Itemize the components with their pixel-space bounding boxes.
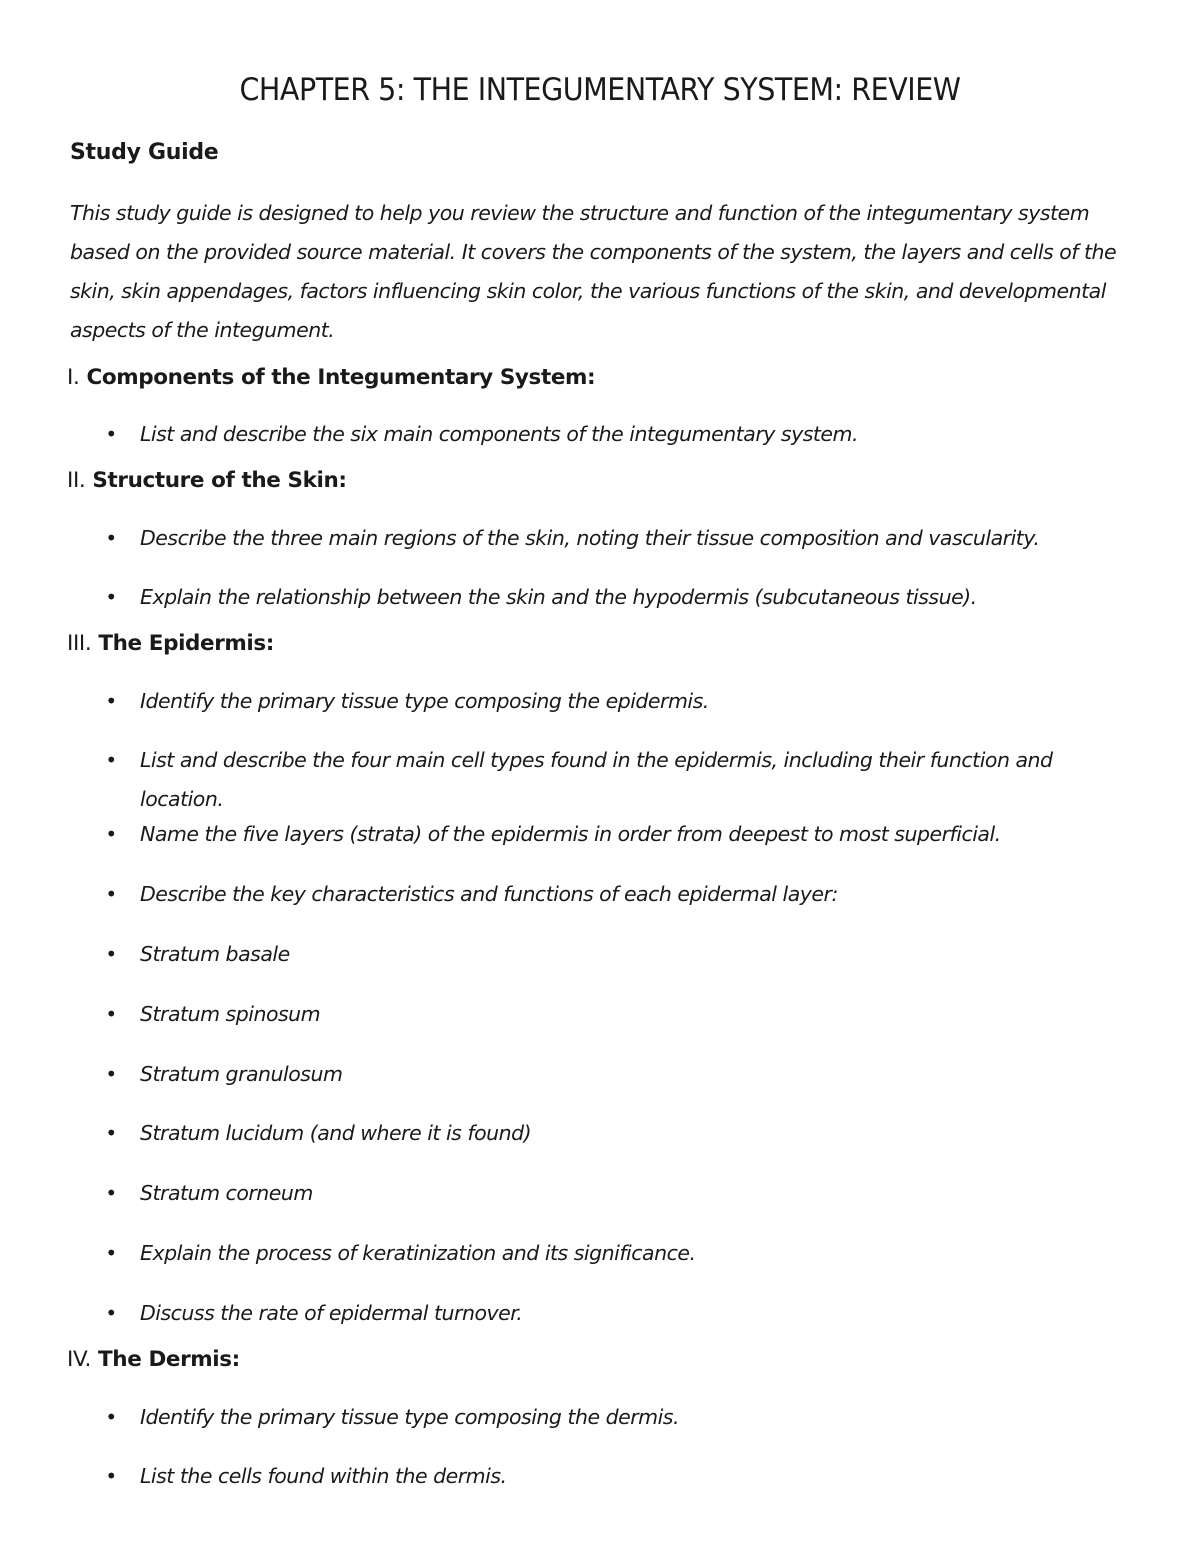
list-item-text: Discuss the rate of epidermal turnover. [140, 1301, 523, 1325]
list-item [100, 935, 1100, 974]
section-number: III. [67, 631, 92, 656]
section-number: I. [67, 365, 80, 390]
list-item-text: Describe the key characteristics and functions of each epidermal layer: [140, 882, 838, 906]
list-item [100, 1457, 1100, 1496]
bullet-icon: • [105, 822, 117, 846]
list-item-text: Identify the primary tissue type composing the epidermis. [140, 689, 709, 713]
bullet-icon: • [105, 1181, 117, 1205]
list-item [100, 415, 1100, 454]
bullet-icon: • [105, 1062, 117, 1086]
list-item-text: List and describe the four main cell types found in the epidermis, including their function and location. [140, 748, 1053, 811]
bullet-icon: • [105, 1002, 117, 1026]
section-heading-structure [67, 468, 347, 493]
section-heading-dermis [67, 1347, 240, 1372]
section-suffix: : [587, 365, 596, 390]
bullet-icon: • [105, 689, 117, 713]
list-item [100, 1398, 1100, 1437]
section-heading-components [67, 365, 595, 390]
intro-paragraph: This study guide is designed to help you review the structure and function of the integumentary system based on the provided source material. It covers the components of the system, the layers and cells of the skin, skin appendages, factors influencing skin color, the various functions of the skin, and developmental aspects of the integument. [70, 201, 1117, 342]
section-suffix: : [338, 468, 347, 493]
bullet-icon: • [105, 422, 117, 446]
list-item [100, 1294, 1100, 1333]
bullet-icon: • [105, 748, 117, 772]
section-name: Components of the Integumentary System [86, 365, 588, 390]
bullet-icon: • [105, 1301, 117, 1325]
list-item-text: Stratum granulosum [140, 1062, 343, 1086]
section-number: II. [67, 468, 86, 493]
bullet-icon: • [105, 585, 117, 609]
bullet-icon: • [105, 526, 117, 550]
list-item-text: List the cells found within the dermis. [140, 1464, 507, 1488]
list-item-text: Explain the relationship between the skin and the hypodermis (subcutaneous tissue). [140, 585, 977, 609]
list-item [100, 875, 1100, 914]
list-item-text: Explain the process of keratinization and its significance. [140, 1241, 696, 1265]
bullet-icon: • [105, 882, 117, 906]
list-item [100, 1174, 1100, 1213]
list-item-text: Stratum lucidum (and where it is found) [140, 1121, 532, 1145]
list-item-text: List and describe the six main components of the integumentary system. [140, 422, 859, 446]
bullet-icon: • [105, 1464, 117, 1488]
section-name: The Epidermis [98, 631, 266, 656]
section-name: The Dermis [98, 1347, 232, 1372]
bullet-icon: • [105, 1241, 117, 1265]
list-item [100, 519, 1100, 558]
bullet-icon: • [105, 1405, 117, 1429]
section-number: IV. [67, 1347, 91, 1372]
section-suffix: : [231, 1347, 240, 1372]
list-item-text: Stratum basale [140, 942, 290, 966]
list-item-text: Stratum spinosum [140, 1002, 321, 1026]
bullet-icon: • [105, 1121, 117, 1145]
list-item [100, 1114, 1100, 1153]
list-item [100, 995, 1100, 1034]
section-name: Structure of the Skin [92, 468, 339, 493]
list-item-text: Name the five layers (strata) of the epidermis in order from deepest to most superficial. [140, 822, 1001, 846]
list-item [100, 1055, 1100, 1094]
list-item-text: Stratum corneum [140, 1181, 313, 1205]
list-item-text: Describe the three main regions of the skin, noting their tissue composition and vascularity. [140, 526, 1040, 550]
list-item [100, 815, 1100, 854]
list-item [100, 1234, 1100, 1273]
list-item [100, 682, 1100, 721]
section-suffix: : [265, 631, 274, 656]
list-item [100, 741, 1100, 819]
bullet-icon: • [105, 942, 117, 966]
page-title: CHAPTER 5: THE INTEGUMENTARY SYSTEM: REVIEW [239, 72, 961, 108]
section-heading-epidermis [67, 631, 274, 656]
list-item [100, 578, 1100, 617]
study-guide-heading: Study Guide [70, 140, 219, 165]
list-item-text: Identify the primary tissue type composing the dermis. [140, 1405, 680, 1429]
